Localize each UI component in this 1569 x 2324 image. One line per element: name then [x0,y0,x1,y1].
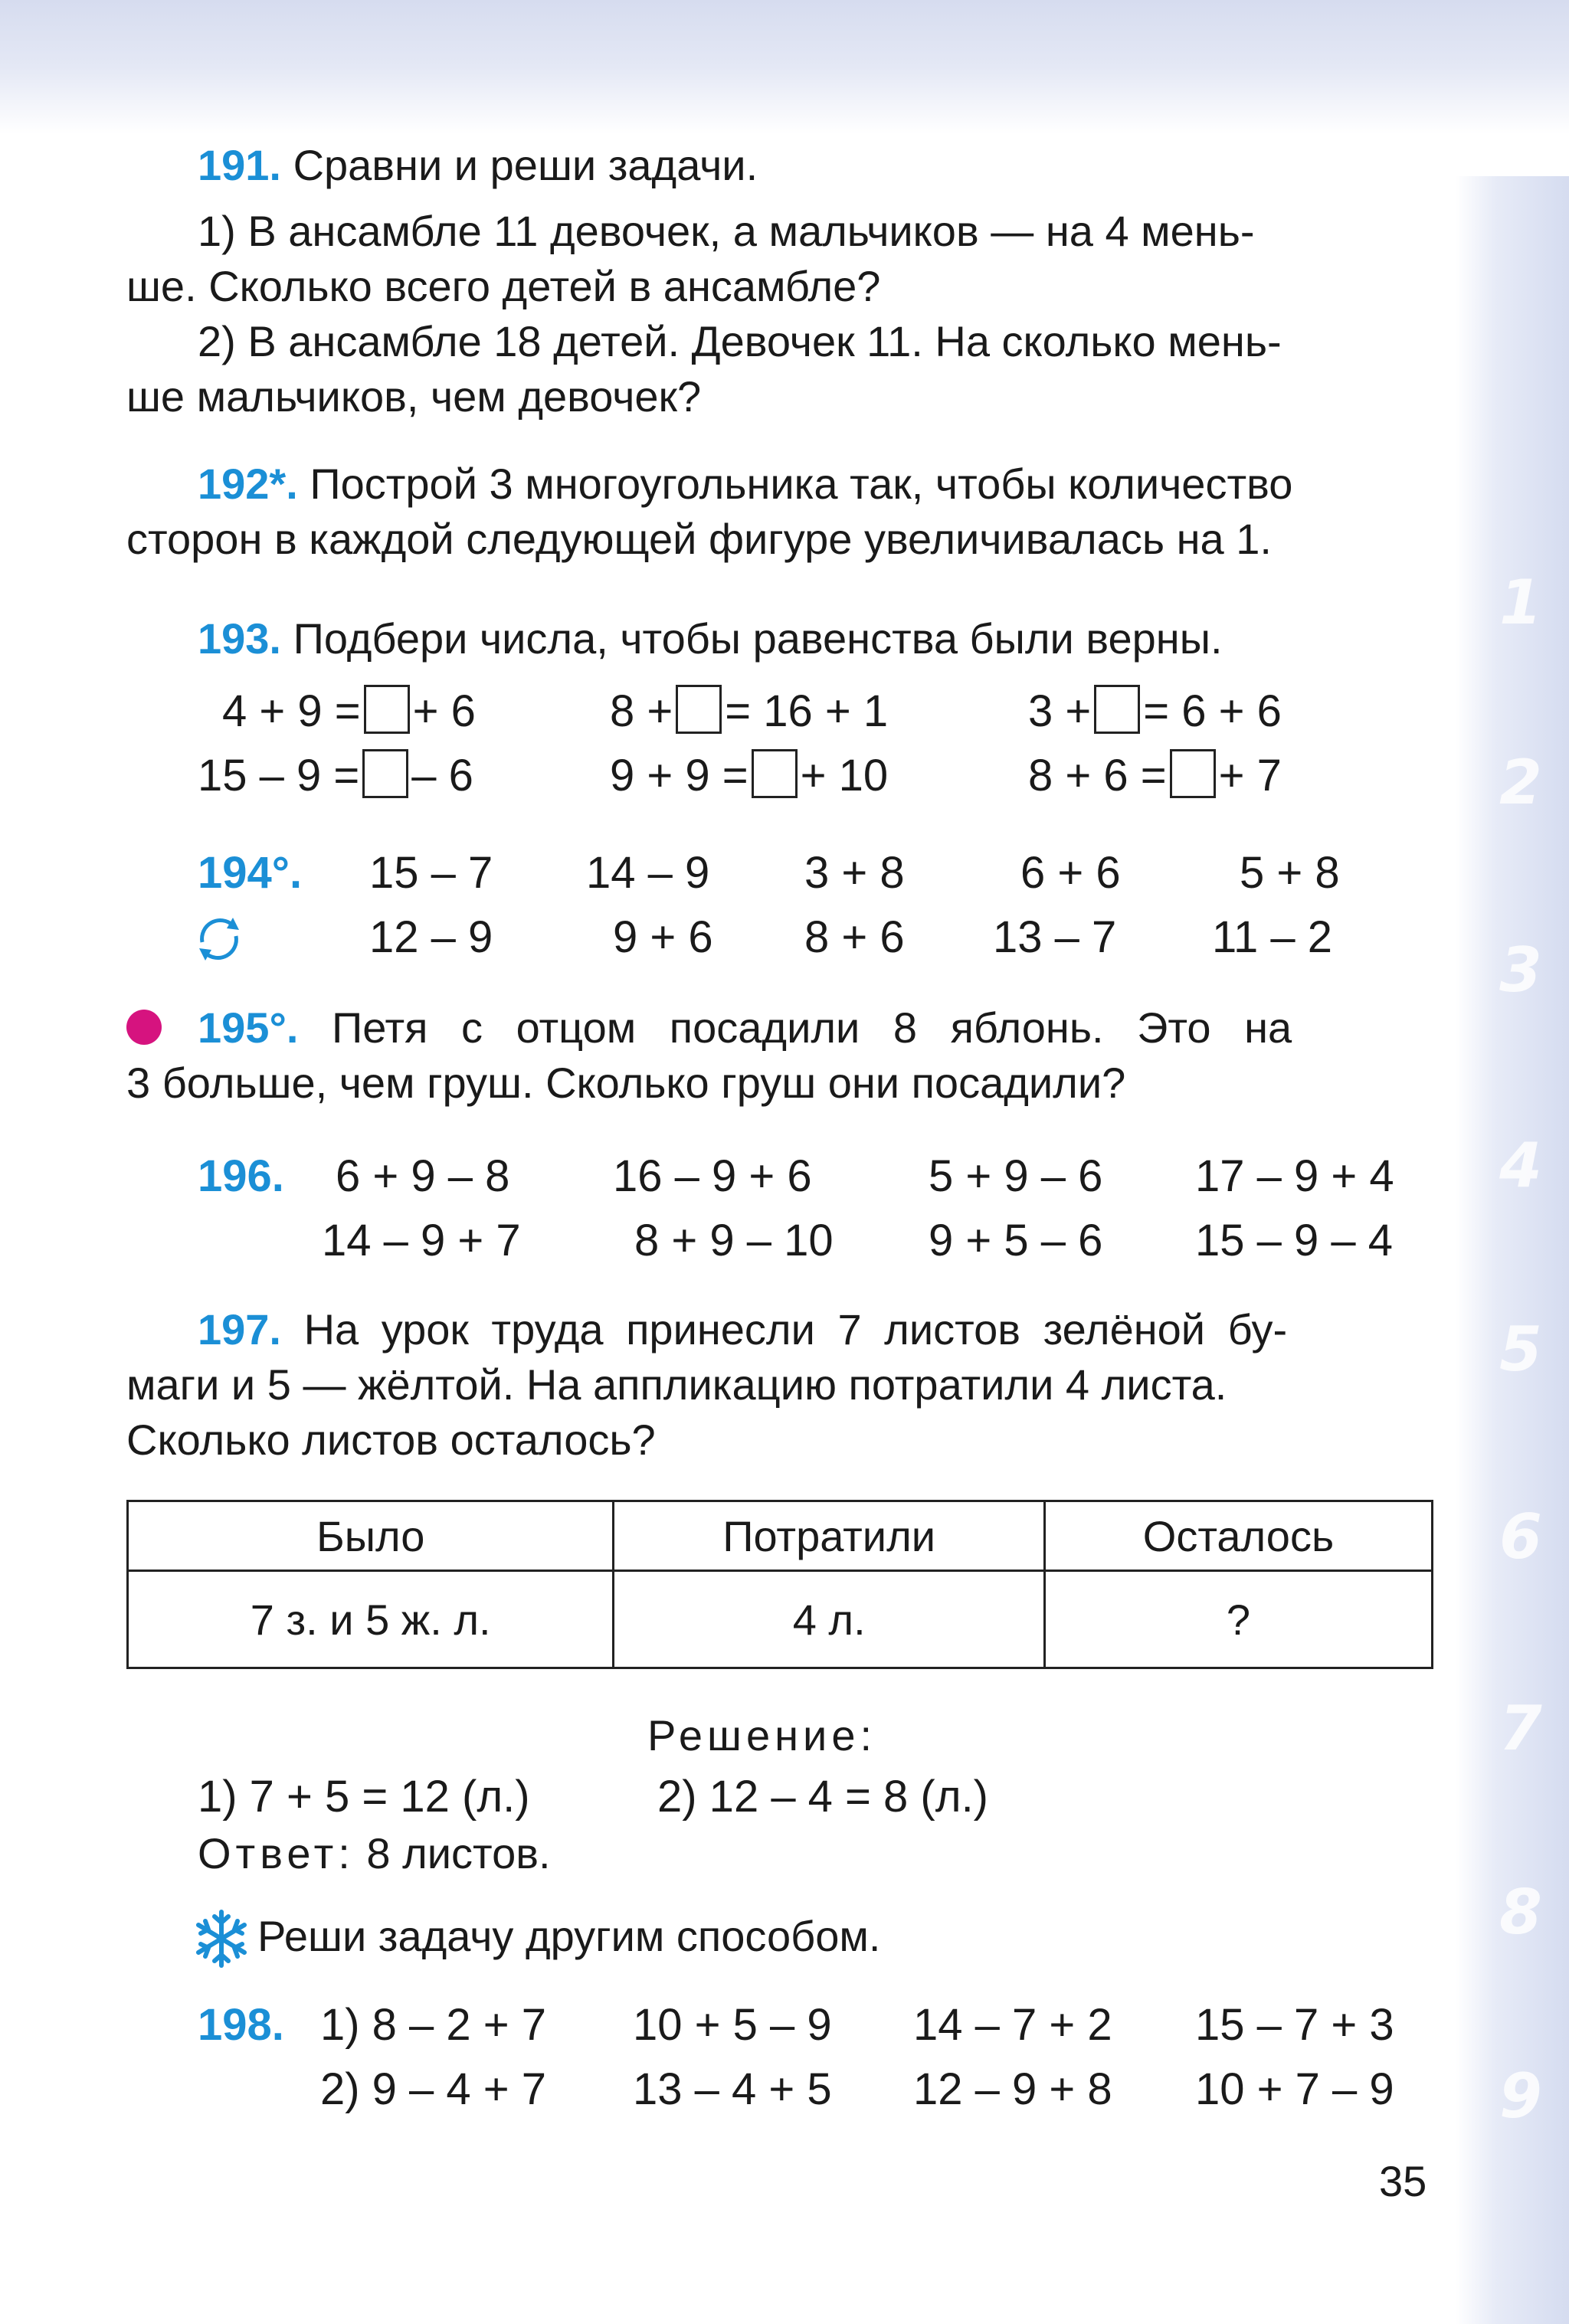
exercise-195: 195°. Петя с отцом посадили 8 яблонь. Это на [198,1003,1292,1052]
expression: 14 – 9 [586,848,710,898]
answer-box[interactable] [364,685,410,734]
side-tab-4: 4 [1499,1130,1542,1201]
exercise-192-line: сторон в каждой следующей фигуре увеличивалась на 1. [126,515,1272,563]
expression: 12 – 9 [369,912,493,962]
expression: 5 + 8 [1240,848,1340,898]
exercise-197-line: Сколько листов осталось? [126,1416,656,1464]
equation: 15 – 9 = – 6 [198,751,473,800]
expression: 15 – 7 [369,848,493,898]
exercise-195-line: 3 больше, чем груш. Сколько груш они посадили? [126,1059,1126,1107]
exercise-191-line: ше. Сколько всего детей в ансамбле? [126,262,881,310]
table-header: Потратили [614,1501,1045,1571]
equation: 8 + 6 = + 7 [1028,751,1282,800]
difficulty-bullet [126,1010,162,1045]
equation: 9 + 9 = + 10 [610,751,889,800]
expression: 10 + 7 – 9 [1195,2064,1394,2114]
expression: 9 + 5 – 6 [929,1216,1103,1265]
exercise-191-line: 1) В ансамбле 11 девочек, а мальчиков — на 4 мень- [198,207,1255,255]
expression: 15 – 7 + 3 [1195,2000,1394,2050]
expression: 9 + 6 [613,912,713,962]
expression: 10 + 5 – 9 [633,2000,832,2050]
expression: 12 – 9 + 8 [913,2064,1112,2114]
side-tab-3: 3 [1499,935,1542,1006]
cycle-arrows-icon [192,912,247,967]
table-header: Осталось [1044,1501,1432,1571]
extra-task: Реши задачу другим способом. [257,1912,881,1960]
expression: 3 + 8 [804,848,905,898]
side-tab-1: 1 [1499,567,1542,638]
side-tab-6: 6 [1499,1501,1542,1573]
exercise-191-line: 2) В ансамбле 18 детей. Девочек 11. На сколько мень- [198,317,1282,365]
expression: 16 – 9 + 6 [613,1151,812,1201]
expression: 13 – 4 + 5 [633,2064,832,2114]
page-header-band [0,0,1569,134]
side-tab-2: 2 [1499,747,1542,818]
exercise-number: 191. [198,141,281,189]
table-cell: ? [1044,1571,1432,1668]
table-header: Было [128,1501,614,1571]
page-number: 35 [1379,2157,1427,2205]
equation: 4 + 9 = + 6 [222,686,476,736]
answer-box[interactable] [676,685,722,734]
expression: 15 – 9 – 4 [1195,1216,1393,1265]
exercise-196-number: 196. [198,1151,284,1201]
expression: 6 + 6 [1020,848,1121,898]
expression: 14 – 9 + 7 [322,1216,521,1265]
exercise-197-line: маги и 5 — жёлтой. На аппликацию потратили 4 листа. [126,1360,1227,1409]
answer-line: Ответ: 8 листов. [198,1829,551,1877]
snowflake-icon [192,1909,251,1969]
expression: 5 + 9 – 6 [929,1151,1103,1201]
exercise-198-number: 198. [198,2000,284,2050]
side-tab-9: 9 [1499,2061,1542,2132]
answer-box[interactable] [1094,685,1140,734]
exercise-number: 195°. [198,1003,299,1052]
expression: 17 – 9 + 4 [1195,1151,1394,1201]
equation: 8 + = 16 + 1 [610,686,889,736]
side-tab-5: 5 [1499,1314,1542,1385]
expression: 13 – 7 [993,912,1117,962]
expression: 2) 9 – 4 + 7 [320,2064,547,2114]
expression: 11 – 2 [1212,912,1332,962]
expression: 6 + 9 – 8 [336,1151,510,1201]
exercise-number: 192*. [198,460,298,508]
exercise-191-title: 191. Сравни и реши задачи. [198,141,758,189]
expression: 8 + 9 – 10 [634,1216,834,1265]
answer-box[interactable] [1170,749,1216,798]
answer-box[interactable] [362,749,408,798]
exercise-193-title: 193. Подбери числа, чтобы равенства были верны. [198,614,1223,663]
exercise-191-line: ше мальчиков, чем девочек? [126,372,702,421]
exercise-197: 197. На урок труда принесли 7 листов зелёной бу- [198,1305,1288,1353]
answer-box[interactable] [752,749,798,798]
solution-step: 2) 12 – 4 = 8 (л.) [657,1772,988,1822]
table-cell: 7 з. и 5 ж. л. [128,1571,614,1668]
exercise-number: 193. [198,614,281,663]
exercise-192: 192*. Построй 3 многоугольника так, чтобы количество [198,460,1293,508]
expression: 8 + 6 [804,912,905,962]
table-cell: 4 л. [614,1571,1045,1668]
side-tab-8: 8 [1499,1877,1542,1948]
exercise-194-number: 194°. [198,848,303,898]
exercise-number: 197. [198,1305,281,1353]
chapter-tab-band [1456,176,1569,2324]
side-tab-7: 7 [1499,1693,1542,1764]
expression: 1) 8 – 2 + 7 [320,2000,547,2050]
expression: 14 – 7 + 2 [913,2000,1112,2050]
equation: 3 + = 6 + 6 [1028,686,1282,736]
problem-table [126,1500,1433,1669]
solution-step: 1) 7 + 5 = 12 (л.) [198,1772,530,1822]
solution-label: Решение: [647,1711,877,1759]
